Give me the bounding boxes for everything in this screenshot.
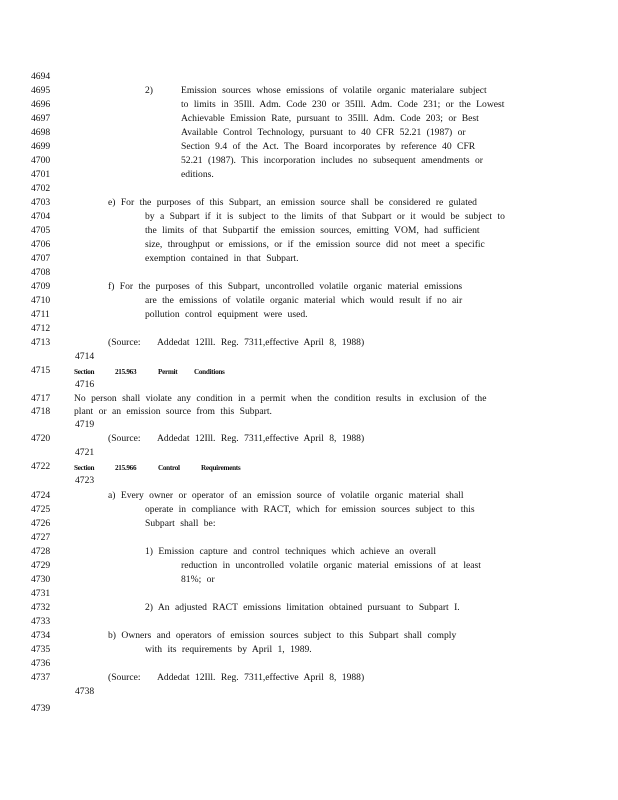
text-line: editions. [181, 169, 214, 180]
section-number: 215.963 [115, 368, 137, 376]
line-number: 4727 [31, 532, 51, 543]
line-number: 4735 [31, 644, 51, 655]
line-number: 4725 [31, 504, 51, 515]
line-number: 4723 [75, 475, 95, 486]
text-line: Available Control Technology, pursuant to 40 CFR 52.21 (1987) or [181, 127, 466, 138]
line-number: 4733 [31, 616, 51, 627]
line-number: 4714 [75, 351, 95, 362]
text-line: Achievable Emission Rate, pursuant to 35Ill. Adm. Code 203; or Best [181, 113, 479, 124]
source-label: (Source: [108, 337, 141, 348]
section-title-word: Conditions [194, 368, 225, 376]
line-number: 4708 [31, 267, 51, 278]
line-number: 4704 [31, 211, 51, 222]
line-number: 4730 [31, 574, 51, 585]
text-line: pollution control equipment were used. [145, 309, 308, 320]
line-number: 4717 [31, 393, 51, 404]
line-number: 4729 [31, 560, 51, 571]
line-number: 4738 [75, 686, 95, 697]
section-label: Section [74, 464, 95, 472]
line-number: 4699 [31, 141, 51, 152]
line-number: 4724 [31, 490, 51, 501]
text-line: Section 9.4 of the Act. The Board incorporates by reference 40 CFR [181, 141, 476, 152]
line-number: 4698 [31, 127, 51, 138]
line-number: 4718 [31, 406, 51, 417]
source-text: Addedat 12Ill. Reg. 7311,effective April 8, 1988) [157, 433, 365, 444]
line-number: 4712 [31, 323, 51, 334]
line-number: 4697 [31, 113, 51, 124]
line-number: 4700 [31, 155, 51, 166]
line-number: 4711 [31, 309, 50, 320]
line-number: 4732 [31, 602, 51, 613]
text-line: plant or an emission source from this Subpart. [74, 406, 272, 417]
line-number: 4702 [31, 183, 51, 194]
line-number: 4731 [31, 588, 51, 599]
text-line: reduction in uncontrolled volatile organic material emissions of at least [181, 560, 481, 571]
text-line: 1) Emission capture and control techniques which achieve an overall [145, 546, 437, 557]
text-line: Subpart shall be: [145, 518, 216, 529]
section-title-word: Permit [158, 368, 178, 376]
line-number: 4739 [31, 703, 51, 714]
line-number: 4737 [31, 672, 51, 683]
source-label: (Source: [108, 672, 141, 683]
text-line: 81%; or [181, 574, 215, 585]
text-line: size, throughput or emissions, or if the emission source did not meet a specific [145, 239, 485, 250]
line-number: 4719 [75, 419, 95, 430]
source-label: (Source: [108, 433, 141, 444]
line-number: 4728 [31, 546, 51, 557]
text-line: e) For the purposes of this Subpart, an emission source shall be considered re gulated [108, 197, 477, 208]
line-number: 4706 [31, 239, 51, 250]
item-marker: 2) [145, 85, 153, 96]
section-title-word: Requirements [201, 464, 241, 472]
line-number: 4734 [31, 630, 51, 641]
section-number: 215.966 [115, 464, 137, 472]
text-line: the limits of that Subpartif the emission sources, emitting VOM, had sufficient [145, 225, 480, 236]
line-number: 4736 [31, 658, 51, 669]
text-line: f) For the purposes of this Subpart, uncontrolled volatile organic material emissions [108, 281, 463, 292]
text-line: to limits in 35Ill. Adm. Code 230 or 35Ill. Adm. Code 231; or the Lowest [181, 99, 505, 110]
line-number: 4707 [31, 253, 51, 264]
line-number: 4705 [31, 225, 51, 236]
section-title-word: Control [158, 464, 180, 472]
text-line: a) Every owner or operator of an emission source of volatile organic material shall [108, 490, 464, 501]
section-heading [74, 462, 240, 474]
line-number: 4703 [31, 197, 51, 208]
line-number: 4694 [31, 71, 51, 82]
section-heading [74, 366, 225, 378]
line-number: 4726 [31, 518, 51, 529]
line-number: 4695 [31, 85, 51, 96]
text-line: 2) An adjusted RACT emissions limitation obtained pursuant to Subpart I. [145, 602, 460, 613]
text-line: are the emissions of volatile organic material which would result if no air [145, 295, 463, 306]
line-number: 4701 [31, 169, 51, 180]
line-number: 4722 [31, 461, 51, 472]
text-line: b) Owners and operators of emission sources subject to this Subpart shall comply [108, 630, 457, 641]
source-text: Addedat 12Ill. Reg. 7311,effective April 8, 1988) [157, 672, 365, 683]
text-line: exemption contained in that Subpart. [145, 253, 299, 264]
text-line: No person shall violate any condition in a permit when the condition results in exclusion of the [74, 393, 487, 404]
line-number: 4713 [31, 337, 51, 348]
line-number: 4710 [31, 295, 51, 306]
text-line: Emission sources whose emissions of volatile organic materialare subject [181, 85, 487, 96]
section-label: Section [74, 368, 95, 376]
text-line: 52.21 (1987). This incorporation includes no subsequent amendments or [181, 155, 483, 166]
line-number: 4715 [31, 365, 51, 376]
line-number: 4709 [31, 281, 51, 292]
line-number: 4716 [75, 379, 95, 390]
source-text: Addedat 12Ill. Reg. 7311,effective April 8, 1988) [157, 337, 365, 348]
line-number: 4721 [75, 447, 95, 458]
line-number: 4696 [31, 99, 51, 110]
text-line: operate in compliance with RACT, which for emission sources subject to this [145, 504, 475, 515]
text-line: by a Subpart if it is subject to the limits of that Subpart or it would be subject to [145, 211, 505, 222]
line-number: 4720 [31, 433, 51, 444]
text-line: with its requirements by April 1, 1989. [145, 644, 312, 655]
